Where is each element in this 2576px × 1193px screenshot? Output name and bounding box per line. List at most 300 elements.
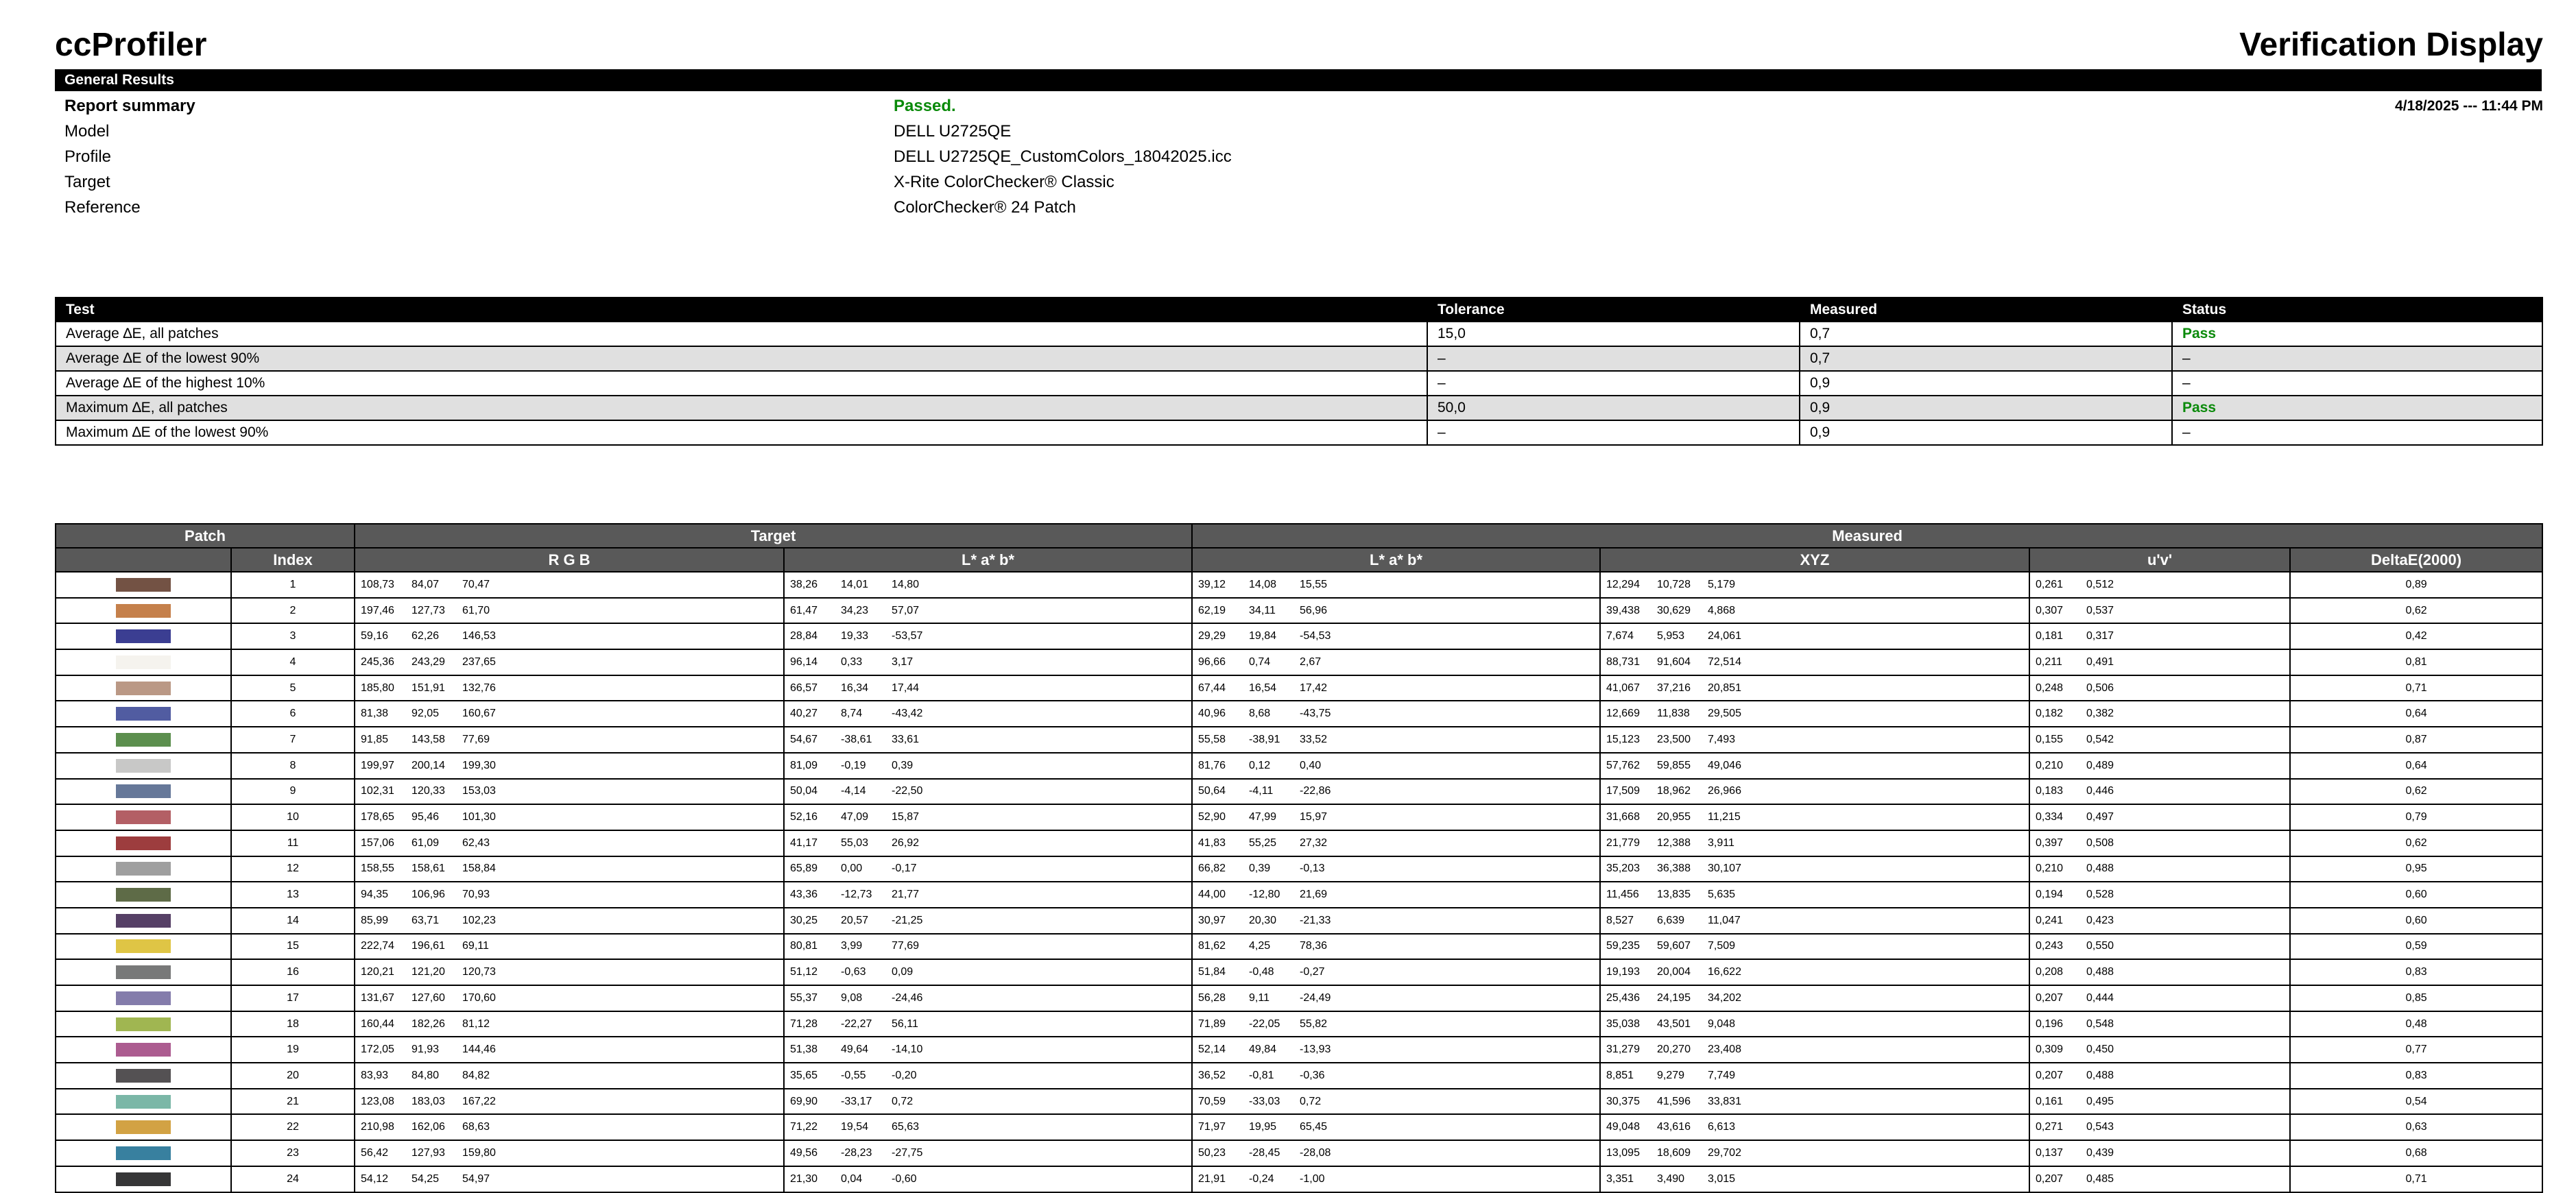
- reference-value: ColorChecker® 24 Patch: [894, 198, 1076, 217]
- target-rgb-cell: [355, 1011, 784, 1037]
- measured-uv-cell-value: 0,542: [2086, 733, 2114, 745]
- measured-xyz-cell: [1600, 882, 2029, 908]
- tests-header-row: [56, 298, 2542, 322]
- measured-xyz-cell-value: 23,500: [1657, 733, 1691, 745]
- target-rgb-cell-value: 84,82: [462, 1069, 490, 1081]
- measured-xyz-cell: [1600, 1011, 2029, 1037]
- test-tolerance-cell: 15,0: [1427, 322, 1800, 346]
- test-name-cell: Maximum ∆E of the lowest 90%: [56, 420, 1427, 445]
- measured-lab-cell-value: 55,58: [1198, 733, 1226, 745]
- measured-lab-cell-value: 0,40: [1300, 759, 1322, 771]
- measured-lab-cell-value: 71,89: [1198, 1017, 1226, 1030]
- target-rgb-cell-value: 81,38: [361, 708, 389, 720]
- index-cell: 23: [231, 1140, 355, 1166]
- target-rgb-cell-value: 54,25: [412, 1172, 440, 1185]
- target-lab-cell-value: 55,03: [841, 836, 869, 849]
- measured-xyz-cell-value: 21,779: [1606, 836, 1640, 849]
- tests-col-measured: Measured: [1800, 298, 2172, 322]
- measured-lab-cell-value: 55,82: [1300, 1017, 1328, 1030]
- target-lab-cell-value: 0,09: [892, 966, 914, 978]
- measured-uv-cell-value: 0,423: [2086, 914, 2114, 926]
- measured-xyz-cell: [1600, 623, 2029, 649]
- target-lab-cell-value: 40,27: [790, 708, 818, 720]
- measured-lab-cell: [1192, 934, 1600, 960]
- target-label: Target: [64, 173, 110, 191]
- report-header: [55, 25, 2543, 66]
- measured-xyz-cell-value: 57,762: [1606, 759, 1640, 771]
- patch-row: [56, 598, 2542, 624]
- target-lab-cell: [784, 623, 1192, 649]
- measured-uv-cell-value: 0,317: [2086, 630, 2114, 642]
- measured-xyz-cell: [1600, 1166, 2029, 1192]
- target-lab-cell: [784, 779, 1192, 805]
- measured-lab-cell-value: 2,67: [1300, 655, 1322, 668]
- delta-e-cell: 0,77: [2290, 1037, 2542, 1063]
- measured-lab-cell: [1192, 908, 1600, 934]
- measured-xyz-cell-value: 88,731: [1606, 655, 1640, 668]
- target-rgb-cell-value: 84,07: [412, 578, 440, 590]
- measured-uv-cell-value: 0,183: [2036, 785, 2064, 797]
- measured-uv-cell-value: 0,382: [2086, 708, 2114, 720]
- target-lab-cell-value: 38,26: [790, 578, 818, 590]
- measured-lab-cell-value: -38,91: [1249, 733, 1280, 745]
- measured-lab-cell: [1192, 882, 1600, 908]
- report-summary-value: Passed.: [894, 97, 956, 115]
- patch-row: [56, 649, 2542, 675]
- measured-uv-cell: [2029, 1037, 2290, 1063]
- target-group-header: Target: [355, 524, 1192, 548]
- measured-lab-cell-value: -33,03: [1249, 1095, 1280, 1107]
- swatch-cell: [56, 649, 231, 675]
- color-swatch: [116, 1146, 171, 1160]
- measured-xyz-cell-value: 43,616: [1657, 1121, 1691, 1133]
- swatch-cell: [56, 856, 231, 882]
- measured-xyz-cell-value: 7,493: [1708, 733, 1736, 745]
- measured-lab-cell-value: 0,39: [1249, 863, 1271, 875]
- color-swatch: [116, 629, 171, 643]
- measured-xyz-cell-value: 12,294: [1606, 578, 1640, 590]
- index-cell: 19: [231, 1037, 355, 1063]
- profile-label: Profile: [64, 147, 112, 166]
- measured-lab-cell-value: -0,81: [1249, 1069, 1274, 1081]
- color-swatch: [116, 914, 171, 928]
- target-lab-cell-value: 96,14: [790, 655, 818, 668]
- measured-lab-cell: [1192, 649, 1600, 675]
- target-rgb-cell-value: 63,71: [412, 914, 440, 926]
- index-cell: 5: [231, 675, 355, 701]
- index-cell: 9: [231, 779, 355, 805]
- measured-xyz-cell-value: 35,203: [1606, 863, 1640, 875]
- measured-xyz-cell-value: 11,047: [1708, 914, 1741, 926]
- measured-xyz-cell-value: 29,702: [1708, 1146, 1741, 1159]
- target-lab-cell-value: 19,33: [841, 630, 869, 642]
- measured-uv-cell: [2029, 959, 2290, 985]
- target-rgb-cell-value: 83,93: [361, 1069, 389, 1081]
- delta-e-cell: 0,60: [2290, 908, 2542, 934]
- target-lab-cell-value: 57,07: [892, 604, 920, 616]
- measured-uv-cell-value: 0,512: [2086, 578, 2114, 590]
- measured-uv-cell-value: 0,508: [2086, 836, 2114, 849]
- color-swatch: [116, 1095, 171, 1109]
- measured-lab-cell-value: -12,80: [1249, 889, 1280, 901]
- target-lab-cell: [784, 934, 1192, 960]
- target-lab-cell-value: 28,84: [790, 630, 818, 642]
- measured-xyz-cell: [1600, 598, 2029, 624]
- measured-lab-cell-value: 19,84: [1249, 630, 1277, 642]
- measured-lab-cell: [1192, 753, 1600, 779]
- measured-xyz-cell-value: 12,388: [1657, 836, 1691, 849]
- measured-lab-cell: [1192, 1089, 1600, 1115]
- color-swatch: [116, 1069, 171, 1083]
- measured-lab-cell-value: 81,76: [1198, 759, 1226, 771]
- measured-xyz-cell-value: 3,911: [1708, 836, 1734, 849]
- target-lab-cell-value: 49,64: [841, 1044, 869, 1056]
- target-rgb-cell-value: 61,09: [412, 836, 440, 849]
- measured-xyz-cell-value: 13,095: [1606, 1146, 1640, 1159]
- measured-xyz-cell-value: 41,596: [1657, 1095, 1691, 1107]
- target-rgb-cell: [355, 1089, 784, 1115]
- measured-xyz-cell-value: 30,629: [1657, 604, 1691, 616]
- target-rgb-cell-value: 158,61: [412, 863, 445, 875]
- patches-group-header-row: [56, 524, 2542, 548]
- index-cell: 6: [231, 701, 355, 727]
- color-swatch: [116, 1017, 171, 1031]
- swatch-cell: [56, 572, 231, 598]
- measured-lab-cell-value: 8,68: [1249, 708, 1271, 720]
- measured-lab-cell-value: 15,97: [1300, 811, 1328, 823]
- measured-lab-cell: [1192, 1037, 1600, 1063]
- target-rgb-cell-value: 200,14: [412, 759, 445, 771]
- measured-lab-cell-value: 51,84: [1198, 966, 1226, 978]
- swatch-cell: [56, 727, 231, 753]
- color-swatch: [116, 707, 171, 721]
- delta-e-cell: 0,48: [2290, 1011, 2542, 1037]
- target-lab-cell-value: 51,12: [790, 966, 818, 978]
- measured-lab-cell-value: 14,08: [1249, 578, 1277, 590]
- target-lab-cell: [784, 598, 1192, 624]
- swatch-cell: [56, 959, 231, 985]
- target-rgb-cell: [355, 675, 784, 701]
- color-swatch: [116, 862, 171, 876]
- measured-xyz-cell-value: 5,635: [1708, 889, 1736, 901]
- document-title: Verification Display: [2239, 27, 2543, 63]
- swatch-cell: [56, 675, 231, 701]
- target-lab-cell-value: 34,23: [841, 604, 869, 616]
- measured-uv-cell-value: 0,194: [2036, 889, 2064, 901]
- patch-row: [56, 882, 2542, 908]
- measured-uv-cell: [2029, 779, 2290, 805]
- measured-lab-cell: [1192, 804, 1600, 830]
- target-lab-cell: [784, 882, 1192, 908]
- reference-row: [64, 195, 2543, 220]
- measured-xyz-cell-value: 6,613: [1708, 1121, 1736, 1133]
- measured-uv-cell: [2029, 804, 2290, 830]
- measured-lab-cell-value: 17,42: [1300, 682, 1328, 694]
- tests-table: [55, 297, 2543, 446]
- measured-lab-cell: [1192, 1114, 1600, 1140]
- target-rgb-cell-value: 94,35: [361, 889, 389, 901]
- measured-lab-cell-value: 52,90: [1198, 811, 1226, 823]
- target-rgb-cell-value: 157,06: [361, 836, 394, 849]
- measured-lab-cell-value: 9,11: [1249, 991, 1269, 1004]
- target-lab-cell-value: 30,25: [790, 914, 818, 926]
- measured-uv-cell-value: 0,506: [2086, 682, 2114, 694]
- measured-uv-cell: [2029, 1166, 2290, 1192]
- measured-xyz-cell-value: 91,604: [1657, 655, 1691, 668]
- patches-table: [55, 523, 2543, 1193]
- measured-lab-cell-value: 66,82: [1198, 863, 1226, 875]
- delta-e-cell: 0,63: [2290, 1114, 2542, 1140]
- target-rgb-cell-value: 160,44: [361, 1017, 394, 1030]
- swatch-cell: [56, 1166, 231, 1192]
- target-lab-cell-value: -24,46: [892, 991, 923, 1004]
- test-measured-cell: 0,9: [1800, 371, 2172, 396]
- measured-uv-cell-value: 0,550: [2086, 940, 2114, 952]
- target-lab-cell-value: 21,77: [892, 889, 920, 901]
- measured-uv-cell: [2029, 985, 2290, 1011]
- target-lab-cell: [784, 1166, 1192, 1192]
- target-lab-cell-value: -0,17: [892, 863, 917, 875]
- index-cell: 15: [231, 934, 355, 960]
- measured-lab-cell-value: 21,91: [1198, 1172, 1226, 1185]
- color-swatch: [116, 939, 171, 953]
- target-lab-cell-value: 49,56: [790, 1146, 818, 1159]
- test-row: [56, 322, 2542, 346]
- measured-lab-cell: [1192, 675, 1600, 701]
- measured-lab-cell-value: 4,25: [1249, 940, 1271, 952]
- measured-lab-cell-value: 81,62: [1198, 940, 1226, 952]
- target-rgb-cell-value: 172,05: [361, 1044, 394, 1056]
- measured-lab-cell-value: 56,96: [1300, 604, 1328, 616]
- measured-lab-cell: [1192, 830, 1600, 856]
- measured-uv-cell-value: 0,485: [2086, 1172, 2114, 1185]
- measured-uv-cell-value: 0,497: [2086, 811, 2114, 823]
- target-rgb-cell-value: 101,30: [462, 811, 496, 823]
- measured-uv-cell-value: 0,444: [2086, 991, 2114, 1004]
- measured-xyz-cell: [1600, 779, 2029, 805]
- target-rgb-cell-value: 77,69: [462, 733, 490, 745]
- index-cell: 24: [231, 1166, 355, 1192]
- color-swatch: [116, 733, 171, 747]
- measured-xyz-cell-value: 49,048: [1606, 1121, 1640, 1133]
- test-row: [56, 396, 2542, 420]
- measured-lab-cell: [1192, 856, 1600, 882]
- test-tolerance-cell: –: [1427, 346, 1800, 371]
- swatch-cell: [56, 1011, 231, 1037]
- measured-lab-cell-value: 47,99: [1249, 811, 1277, 823]
- target-rgb-cell: [355, 623, 784, 649]
- patch-row: [56, 985, 2542, 1011]
- test-status-cell: –: [2172, 346, 2542, 371]
- color-swatch: [116, 888, 171, 902]
- target-lab-cell-value: 51,38: [790, 1044, 818, 1056]
- measured-xyz-cell: [1600, 675, 2029, 701]
- measured-uv-cell-value: 0,439: [2086, 1146, 2114, 1159]
- measured-uv-cell-value: 0,137: [2036, 1146, 2064, 1159]
- target-rgb-cell-value: 146,53: [462, 630, 496, 642]
- target-lab-cell-value: 3,17: [892, 655, 914, 668]
- target-rgb-cell: [355, 856, 784, 882]
- measured-uv-cell: [2029, 1063, 2290, 1089]
- swatch-cell: [56, 985, 231, 1011]
- target-lab-cell-value: 0,04: [841, 1172, 863, 1185]
- target-lab-cell-value: -38,61: [841, 733, 872, 745]
- target-rgb-cell-value: 243,29: [412, 655, 445, 668]
- delta-e-cell: 0,79: [2290, 804, 2542, 830]
- measured-uv-cell-value: 0,243: [2036, 940, 2064, 952]
- target-rgb-cell: [355, 1114, 784, 1140]
- target-lab-cell-value: 54,67: [790, 733, 818, 745]
- measured-xyz-cell-value: 30,107: [1708, 863, 1741, 875]
- measured-xyz-cell: [1600, 1037, 2029, 1063]
- measured-lab-cell-value: 62,19: [1198, 604, 1226, 616]
- measured-xyz-cell-value: 17,509: [1606, 785, 1640, 797]
- report-summary-row: [64, 93, 2543, 119]
- test-measured-cell: 0,7: [1800, 322, 2172, 346]
- measured-lab-cell-value: 44,00: [1198, 889, 1226, 901]
- target-rgb-cell-value: 237,65: [462, 655, 496, 668]
- measured-lab-cell-value: 50,23: [1198, 1146, 1226, 1159]
- measured-uv-cell-value: 0,491: [2086, 655, 2114, 668]
- patch-row: [56, 934, 2542, 960]
- model-row: [64, 119, 2543, 144]
- color-swatch: [116, 578, 171, 592]
- target-rgb-cell: [355, 701, 784, 727]
- measured-xyz-cell-value: 31,668: [1606, 811, 1640, 823]
- target-lab-cell-value: 50,04: [790, 785, 818, 797]
- target-lab-cell-value: -53,57: [892, 630, 923, 642]
- target-rgb-cell-value: 62,43: [462, 836, 490, 849]
- test-name-cell: Average ∆E of the lowest 90%: [56, 346, 1427, 371]
- test-status-cell: Pass: [2172, 322, 2542, 346]
- measured-xyz-cell: [1600, 856, 2029, 882]
- patch-row: [56, 1114, 2542, 1140]
- target-lab-cell-value: -22,27: [841, 1017, 872, 1030]
- swatch-cell: [56, 1037, 231, 1063]
- target-rgb-cell: [355, 779, 784, 805]
- target-rgb-cell-value: 160,67: [462, 708, 496, 720]
- target-rgb-cell-value: 95,46: [412, 811, 440, 823]
- measured-uv-cell: [2029, 727, 2290, 753]
- measured-lab-cell-value: 39,12: [1198, 578, 1226, 590]
- measured-lab-cell-value: 0,12: [1249, 759, 1271, 771]
- test-row: [56, 346, 2542, 371]
- target-rgb-cell: [355, 1063, 784, 1089]
- target-rgb-cell-value: 92,05: [412, 708, 440, 720]
- measured-xyz-cell-value: 3,490: [1657, 1172, 1685, 1185]
- test-name-cell: Maximum ∆E, all patches: [56, 396, 1427, 420]
- measured-uv-cell-value: 0,271: [2036, 1121, 2064, 1133]
- target-rgb-cell: [355, 649, 784, 675]
- measured-xyz-cell-value: 34,202: [1708, 991, 1741, 1004]
- test-tolerance-cell: –: [1427, 420, 1800, 445]
- measured-uv-cell-value: 0,207: [2036, 1069, 2064, 1081]
- measured-uv-col-header: u'v': [2029, 548, 2290, 572]
- measured-lab-cell-value: 49,84: [1249, 1044, 1277, 1056]
- target-lab-cell-value: -0,63: [841, 966, 866, 978]
- index-cell: 7: [231, 727, 355, 753]
- measured-uv-cell-value: 0,488: [2086, 966, 2114, 978]
- measured-xyz-cell: [1600, 572, 2029, 598]
- measured-xyz-cell-value: 11,215: [1708, 811, 1741, 823]
- measured-uv-cell: [2029, 572, 2290, 598]
- measured-lab-cell-value: 41,83: [1198, 836, 1226, 849]
- target-rgb-cell-value: 91,93: [412, 1044, 440, 1056]
- target-lab-cell: [784, 753, 1192, 779]
- measured-lab-cell-value: 19,95: [1249, 1121, 1277, 1133]
- measured-lab-cell-value: -0,48: [1249, 966, 1274, 978]
- target-rgb-cell-value: 108,73: [361, 578, 394, 590]
- target-lab-cell-value: 15,87: [892, 811, 920, 823]
- profile-value: DELL U2725QE_CustomColors_18042025.icc: [894, 147, 1232, 166]
- test-tolerance-cell: –: [1427, 371, 1800, 396]
- measured-xyz-cell: [1600, 985, 2029, 1011]
- test-name-cell: Average ∆E of the highest 10%: [56, 371, 1427, 396]
- target-lab-cell-value: 47,09: [841, 811, 869, 823]
- measured-lab-cell: [1192, 572, 1600, 598]
- patch-row: [56, 623, 2542, 649]
- target-rgb-cell-value: 222,74: [361, 940, 394, 952]
- target-rgb-cell: [355, 908, 784, 934]
- index-cell: 22: [231, 1114, 355, 1140]
- target-rgb-cell-value: 127,93: [412, 1146, 445, 1159]
- patches-sub-header-row: [56, 548, 2542, 572]
- target-lab-cell-value: 20,57: [841, 914, 869, 926]
- target-lab-cell-value: -12,73: [841, 889, 872, 901]
- measured-lab-cell-value: -22,86: [1300, 785, 1331, 797]
- delta-e-col-header: DeltaE(2000): [2290, 548, 2542, 572]
- target-rgb-cell-value: 131,67: [361, 991, 394, 1004]
- target-rgb-cell-value: 54,12: [361, 1172, 389, 1185]
- target-lab-cell-value: 43,36: [790, 889, 818, 901]
- target-lab-cell: [784, 856, 1192, 882]
- target-lab-cell-value: 14,80: [892, 578, 920, 590]
- target-rgb-cell-value: 59,16: [361, 630, 389, 642]
- swatch-cell: [56, 598, 231, 624]
- measured-xyz-cell-value: 59,607: [1657, 940, 1691, 952]
- measured-xyz-cell-value: 11,838: [1657, 708, 1690, 720]
- target-rgb-cell-value: 91,85: [361, 733, 389, 745]
- test-measured-cell: 0,9: [1800, 420, 2172, 445]
- target-rgb-cell-value: 81,12: [462, 1017, 490, 1030]
- measured-lab-cell-value: 34,11: [1249, 604, 1276, 616]
- measured-xyz-cell-value: 8,527: [1606, 914, 1634, 926]
- measured-xyz-cell-value: 59,855: [1657, 759, 1691, 771]
- target-rgb-cell-value: 120,33: [412, 785, 445, 797]
- target-lab-cell: [784, 572, 1192, 598]
- measured-lab-cell-value: -21,33: [1300, 914, 1331, 926]
- measured-xyz-cell-value: 5,953: [1657, 630, 1685, 642]
- tests-col-status: Status: [2172, 298, 2542, 322]
- measured-lab-cell: [1192, 779, 1600, 805]
- measured-xyz-cell: [1600, 830, 2029, 856]
- target-rgb-cell-value: 54,97: [462, 1172, 490, 1185]
- target-rgb-cell-value: 85,99: [361, 914, 389, 926]
- target-lab-cell-value: 71,28: [790, 1017, 818, 1030]
- measured-xyz-cell-value: 31,279: [1606, 1044, 1640, 1056]
- index-cell: 14: [231, 908, 355, 934]
- measured-xyz-cell-value: 7,674: [1606, 630, 1634, 642]
- measured-lab-cell: [1192, 1063, 1600, 1089]
- measured-lab-cell-value: 56,28: [1198, 991, 1226, 1004]
- measured-xyz-cell-value: 4,868: [1708, 604, 1736, 616]
- target-lab-cell-value: 69,90: [790, 1095, 818, 1107]
- measured-xyz-cell-value: 24,195: [1657, 991, 1691, 1004]
- target-rgb-cell-value: 210,98: [361, 1121, 394, 1133]
- index-cell: 16: [231, 959, 355, 985]
- measured-uv-cell-value: 0,207: [2036, 1172, 2064, 1185]
- measured-lab-cell: [1192, 959, 1600, 985]
